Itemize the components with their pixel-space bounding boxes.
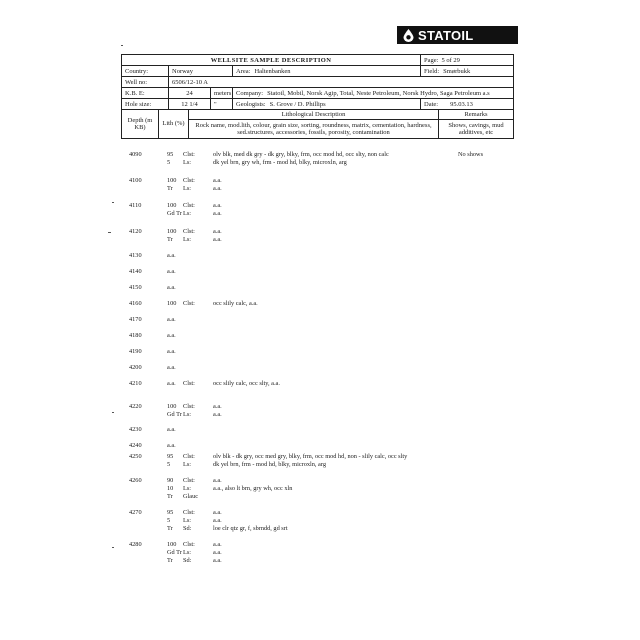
lithology-name: Ls: bbox=[183, 548, 192, 556]
hole-label: Hole size: bbox=[125, 100, 152, 108]
lithology-name: Clst: bbox=[183, 150, 195, 158]
lith-percent: 100 bbox=[167, 227, 177, 235]
lith-percent: 10 bbox=[167, 484, 174, 492]
entry-line bbox=[121, 441, 521, 449]
lith-percent: 100 bbox=[167, 299, 177, 307]
scan-speck bbox=[108, 232, 111, 233]
lithology-description: occ slily calc, a.a. bbox=[213, 299, 258, 307]
hole-value: 12 1/4 bbox=[168, 99, 210, 109]
lith-percent: Gd Tr bbox=[167, 548, 182, 556]
page-value: 5 of 29 bbox=[441, 56, 460, 64]
scan-speck bbox=[121, 45, 123, 46]
scan-speck bbox=[112, 202, 114, 203]
lithology-name: Ls: bbox=[183, 516, 192, 524]
entry-line bbox=[121, 548, 521, 556]
lith-percent: Tr bbox=[167, 556, 173, 564]
header-row-well bbox=[122, 77, 513, 88]
kb-label: K.B. E: bbox=[125, 89, 145, 97]
lith-percent: 100 bbox=[167, 540, 177, 548]
geologists-cell bbox=[232, 99, 420, 109]
lith-percent: 95 bbox=[167, 452, 174, 460]
lithology-name: Clst: bbox=[183, 299, 195, 307]
lithology-description: a.a. bbox=[213, 516, 222, 524]
header-row-title bbox=[122, 55, 513, 66]
lithology-description: a.a. bbox=[213, 540, 222, 548]
sample-entry bbox=[121, 425, 521, 433]
entry-line bbox=[121, 201, 521, 209]
lithology-name: Clst: bbox=[183, 452, 195, 460]
lithology-name: Ls: bbox=[183, 410, 192, 418]
company-cell bbox=[232, 88, 513, 98]
depth-value: 4090 bbox=[129, 150, 142, 158]
entry-line bbox=[121, 516, 521, 524]
entry-line bbox=[121, 331, 521, 339]
lith-percent: a.a. bbox=[167, 251, 176, 259]
field-cell bbox=[420, 66, 513, 76]
entry-line bbox=[121, 299, 521, 307]
lithology-name: Sd: bbox=[183, 524, 192, 532]
sample-entry bbox=[121, 227, 521, 243]
lithology-description: a.a. bbox=[213, 184, 222, 192]
lithology-description: olv blk - dk gry, occ med gry, blky, frm, occ mod hd, non - slily calc, occ slty bbox=[213, 452, 408, 460]
lith-percent: Tr bbox=[167, 492, 173, 500]
sample-entry bbox=[121, 363, 521, 371]
statoil-logo bbox=[397, 26, 518, 44]
depth-value: 4180 bbox=[129, 331, 142, 339]
lith-percent: 5 bbox=[167, 158, 171, 166]
entry-line bbox=[121, 452, 521, 460]
depth-value: 4260 bbox=[129, 476, 142, 484]
lithology-description: a.a. bbox=[213, 508, 222, 516]
lithology-description: a.a. bbox=[213, 235, 222, 243]
lith-percent: 100 bbox=[167, 201, 177, 209]
entry-line bbox=[121, 379, 521, 387]
lith-percent: 100 bbox=[167, 176, 177, 184]
sample-entry bbox=[121, 441, 521, 449]
entry-line bbox=[121, 227, 521, 235]
depth-value: 4110 bbox=[129, 201, 142, 209]
entry-line bbox=[121, 251, 521, 259]
lithology-name: Ls: bbox=[183, 184, 192, 192]
sample-entry bbox=[121, 508, 521, 532]
lithology-description: a.a. bbox=[213, 201, 222, 209]
header-row-kb bbox=[122, 88, 513, 99]
depth-value: 4120 bbox=[129, 227, 142, 235]
page-label: Page: bbox=[424, 56, 439, 64]
geologists-value: S. Grove / D. Phillips bbox=[269, 100, 326, 108]
entry-line bbox=[121, 176, 521, 184]
lithology-description: occ slily calc, occ slty, a.a. bbox=[213, 379, 280, 387]
depth-value: 4140 bbox=[129, 267, 142, 275]
lithology-name: Glauc bbox=[183, 492, 199, 500]
entry-line bbox=[121, 460, 521, 468]
lith-percent: 95 bbox=[167, 150, 174, 158]
lith-percent: 90 bbox=[167, 476, 174, 484]
lith-percent: 100 bbox=[167, 402, 177, 410]
col-lith-pct: Lith (%) bbox=[158, 110, 188, 138]
col-lith-desc-sub: Rock name, mod.lith, colour, grain size, sorting, roundness, matrix, cementation, hardness, sed.structures, accessories, fossils, porosity, contamination bbox=[195, 121, 432, 136]
well-value: 6506/12-10 A bbox=[168, 77, 513, 87]
entry-line bbox=[121, 267, 521, 275]
company-label: Company: bbox=[236, 89, 264, 97]
entry-line bbox=[121, 209, 521, 217]
lithology-name: Ls: bbox=[183, 158, 192, 166]
lith-percent: a.a. bbox=[167, 315, 176, 323]
col-lith-desc bbox=[188, 110, 438, 138]
area-cell bbox=[232, 66, 420, 76]
form-title: WELLSITE SAMPLE DESCRIPTION bbox=[210, 56, 332, 64]
remark: No shows bbox=[458, 150, 484, 158]
entry-line bbox=[121, 540, 521, 548]
lith-percent: a.a. bbox=[167, 425, 176, 433]
entry-line bbox=[121, 484, 521, 492]
page-cell bbox=[420, 55, 513, 65]
lithology-name: Ls: bbox=[183, 235, 192, 243]
depth-value: 4280 bbox=[129, 540, 142, 548]
entry-line bbox=[121, 476, 521, 484]
lithology-name: Clst: bbox=[183, 227, 195, 235]
lithology-name: Clst: bbox=[183, 201, 195, 209]
lithology-description: a.a. bbox=[213, 176, 222, 184]
sample-entry bbox=[121, 283, 521, 291]
lithology-name: Clst: bbox=[183, 540, 195, 548]
entry-line bbox=[121, 410, 521, 418]
entry-line bbox=[121, 524, 521, 532]
sample-entry bbox=[121, 251, 521, 259]
depth-value: 4240 bbox=[129, 441, 142, 449]
lithology-name: Clst: bbox=[183, 176, 195, 184]
area-label: Area: bbox=[236, 67, 251, 75]
lith-percent: a.a. bbox=[167, 379, 176, 387]
lith-percent: 5 bbox=[167, 516, 171, 524]
lithology-name: Clst: bbox=[183, 508, 195, 516]
col-depth: Depth (m KB) bbox=[127, 116, 153, 131]
scan-speck bbox=[112, 547, 114, 548]
sample-entry bbox=[121, 347, 521, 355]
lithology-description: a.a. bbox=[213, 410, 222, 418]
entry-line bbox=[121, 315, 521, 323]
depth-value: 4250 bbox=[129, 452, 142, 460]
entry-line bbox=[121, 150, 521, 158]
sample-entry bbox=[121, 150, 521, 166]
col-remarks-title: Remarks bbox=[439, 110, 513, 120]
depth-value: 4160 bbox=[129, 299, 142, 307]
lithology-name: Ls: bbox=[183, 460, 192, 468]
header-table bbox=[121, 54, 514, 139]
header-row-columns bbox=[122, 110, 513, 138]
well-label: Well no: bbox=[125, 78, 148, 86]
lithology-description: olv blk, med dk gry - dk gry, blky, frm, occ mod hd, occ slty, non calc bbox=[213, 150, 389, 158]
lith-percent: Gd Tr bbox=[167, 410, 182, 418]
logo-text: STATOIL bbox=[418, 27, 474, 43]
lithology-name: Clst: bbox=[183, 476, 195, 484]
col-remarks bbox=[438, 110, 513, 138]
lith-percent: Gd Tr bbox=[167, 209, 182, 217]
lith-percent: a.a. bbox=[167, 347, 176, 355]
kb-unit: meters bbox=[210, 88, 232, 98]
country-label: Country: bbox=[125, 67, 149, 75]
sample-entry bbox=[121, 540, 521, 564]
lithology-name: Clst: bbox=[183, 379, 195, 387]
header-row-hole bbox=[122, 99, 513, 110]
entry-line bbox=[121, 402, 521, 410]
sample-entry bbox=[121, 331, 521, 339]
sample-entry bbox=[121, 476, 521, 500]
entry-line bbox=[121, 235, 521, 243]
sample-entry bbox=[121, 176, 521, 192]
entry-line bbox=[121, 184, 521, 192]
header-row-country bbox=[122, 66, 513, 77]
depth-value: 4170 bbox=[129, 315, 142, 323]
sample-entry bbox=[121, 452, 521, 468]
lith-percent: Tr bbox=[167, 524, 173, 532]
depth-value: 4270 bbox=[129, 508, 142, 516]
entry-line bbox=[121, 508, 521, 516]
lithology-name: Sd: bbox=[183, 556, 192, 564]
depth-value: 4150 bbox=[129, 283, 142, 291]
sample-entry bbox=[121, 379, 521, 387]
lithology-description: a.a. bbox=[213, 227, 222, 235]
col-remarks-sub: Shows, cavings, mud additives, etc bbox=[448, 121, 504, 136]
lithology-description: a.a. bbox=[213, 402, 222, 410]
lithology-description: a.a. bbox=[213, 476, 222, 484]
sample-entry bbox=[121, 402, 521, 418]
depth-value: 4100 bbox=[129, 176, 142, 184]
area-value: Haltenbanken bbox=[254, 67, 291, 75]
sample-entry bbox=[121, 299, 521, 307]
lithology-description: dk yel brn, frm - mod hd, blky, microxln, arg bbox=[213, 460, 326, 468]
kb-value: 24 bbox=[168, 88, 210, 98]
geologists-label: Geologists: bbox=[236, 100, 266, 108]
entry-line bbox=[121, 283, 521, 291]
field-value: Smørbukk bbox=[443, 67, 471, 75]
sample-entry bbox=[121, 315, 521, 323]
lith-percent: 95 bbox=[167, 508, 174, 516]
entry-line bbox=[121, 492, 521, 500]
date-label: Date: bbox=[424, 100, 439, 108]
depth-value: 4200 bbox=[129, 363, 142, 371]
sample-entry bbox=[121, 201, 521, 217]
entry-line bbox=[121, 556, 521, 564]
scan-speck bbox=[112, 412, 114, 413]
hole-unit: " bbox=[210, 99, 232, 109]
date-value: 95.03.13 bbox=[450, 100, 473, 108]
statoil-drop-icon bbox=[403, 29, 414, 42]
lith-percent: a.a. bbox=[167, 331, 176, 339]
date-cell bbox=[420, 99, 513, 109]
lithology-name: Ls: bbox=[183, 484, 192, 492]
lith-percent: Tr bbox=[167, 235, 173, 243]
entry-line bbox=[121, 425, 521, 433]
lithology-name: Ls: bbox=[183, 209, 192, 217]
entry-line bbox=[121, 363, 521, 371]
country-value: Norway bbox=[168, 66, 232, 76]
col-lith-desc-title: Lithological Description bbox=[189, 110, 438, 120]
depth-value: 4210 bbox=[129, 379, 142, 387]
lith-percent: 5 bbox=[167, 460, 171, 468]
lithology-description: a.a., also lt brn, gry wh, occ xln bbox=[213, 484, 293, 492]
lithology-name: Clst: bbox=[183, 402, 195, 410]
lith-percent: a.a. bbox=[167, 363, 176, 371]
entry-line bbox=[121, 158, 521, 166]
lithology-description: dk yel brn, gry wh, frm - mod hd, blky, microxln, arg bbox=[213, 158, 347, 166]
entry-line bbox=[121, 347, 521, 355]
sample-entry bbox=[121, 267, 521, 275]
lithology-description: a.a. bbox=[213, 548, 222, 556]
lith-percent: a.a. bbox=[167, 441, 176, 449]
lith-percent: a.a. bbox=[167, 267, 176, 275]
lithology-description: loe clr qtz gr, f, sbrndd, gd srt bbox=[213, 524, 288, 532]
depth-value: 4220 bbox=[129, 402, 142, 410]
company-value: Statoil, Mobil, Norsk Agip, Total, Neste Petroleum, Norsk Hydro, Saga Petroleum a.s bbox=[267, 89, 490, 97]
lithology-description: a.a. bbox=[213, 209, 222, 217]
field-label: Field: bbox=[424, 67, 440, 75]
lith-percent: a.a. bbox=[167, 283, 176, 291]
depth-value: 4130 bbox=[129, 251, 142, 259]
lithology-description: a.a. bbox=[213, 556, 222, 564]
lith-percent: Tr bbox=[167, 184, 173, 192]
depth-value: 4230 bbox=[129, 425, 142, 433]
depth-value: 4190 bbox=[129, 347, 142, 355]
